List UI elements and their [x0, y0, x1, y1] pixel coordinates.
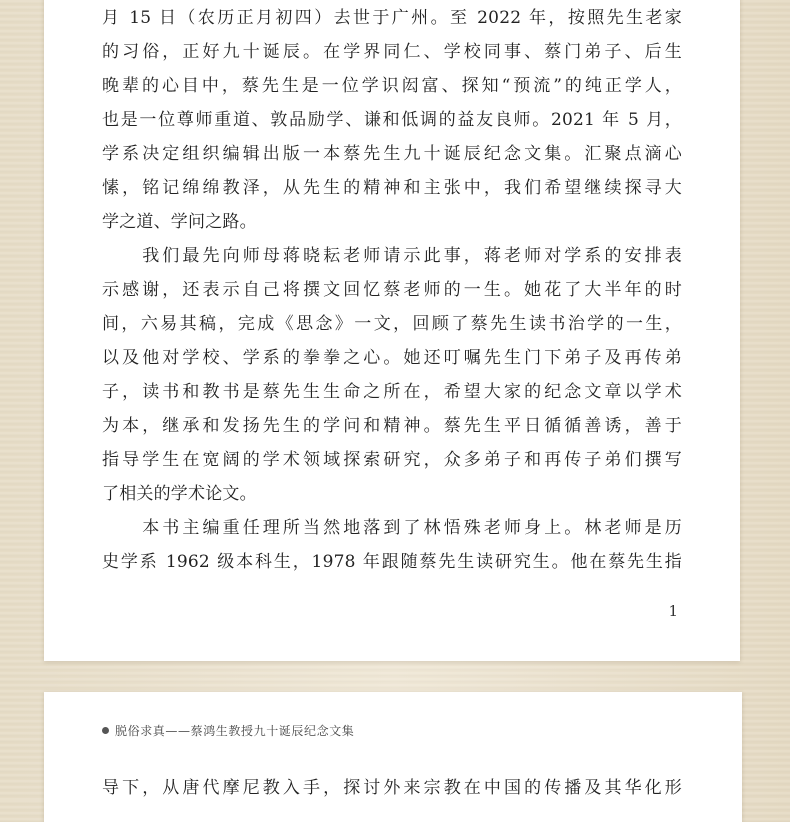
text-line: 学之道、学问之路。 [102, 212, 257, 232]
running-header [102, 722, 354, 739]
text-line: 了相关的学术论文。 [102, 484, 257, 504]
page-number: 1 [668, 602, 678, 620]
text-line: 指导学生在宽阔的学术领域探索研究，众多弟子和再传子弟们撰写 [102, 450, 682, 470]
text-line: 子，读书和教书是蔡先生生命之所在，希望大家的纪念文章以学术 [102, 382, 682, 402]
text-line: 的习俗，正好九十诞辰。在学界同仁、学校同事、蔡门弟子、后生 [102, 42, 682, 62]
text-line: 学系决定组织编辑出版一本蔡先生九十诞辰纪念文集。汇聚点滴心 [102, 144, 682, 164]
book-page-2 [44, 692, 742, 822]
text-line: 晚辈的心目中，蔡先生是一位学识闳富、探知“预流”的纯正学人， [102, 76, 682, 96]
text-line: 我们最先向师母蒋晓耘老师请示此事，蒋老师对学系的安排表 [102, 246, 682, 266]
text-line: 愫，铭记绵绵教泽，从先生的精神和主张中，我们希望继续探寻大 [102, 178, 682, 198]
running-header-title: 脱俗求真——蔡鸿生教授九十诞辰纪念文集 [115, 724, 355, 738]
text-line: 也是一位尊师重道、敦品励学、谦和低调的益友良师。2021 年 5 月， [102, 110, 682, 130]
text-line: 以及他对学校、学系的拳拳之心。她还叮嘱先生门下弟子及再传弟 [102, 348, 682, 368]
text-line: 示感谢，还表示自己将撰文回忆蔡老师的一生。她花了大半年的时 [102, 280, 682, 300]
text-line: 月 15 日（农历正月初四）去世于广州。至 2022 年，按照先生老家 [102, 8, 682, 28]
text-line: 间，六易其稿，完成《思念》一文，回顾了蔡先生读书治学的一生， [102, 314, 682, 334]
book-page-1 [44, 0, 740, 661]
text-line: 导下，从唐代摩尼教入手，探讨外来宗教在中国的传播及其华化形 [102, 778, 682, 798]
text-line: 本书主编重任理所当然地落到了林悟殊老师身上。林老师是历 [102, 518, 682, 538]
text-line: 为本，继承和发扬先生的学问和精神。蔡先生平日循循善诱，善于 [102, 416, 682, 436]
text-line: 史学系 1962 级本科生，1978 年跟随蔡先生读研究生。他在蔡先生指 [102, 552, 682, 572]
bullet-icon [102, 727, 109, 734]
